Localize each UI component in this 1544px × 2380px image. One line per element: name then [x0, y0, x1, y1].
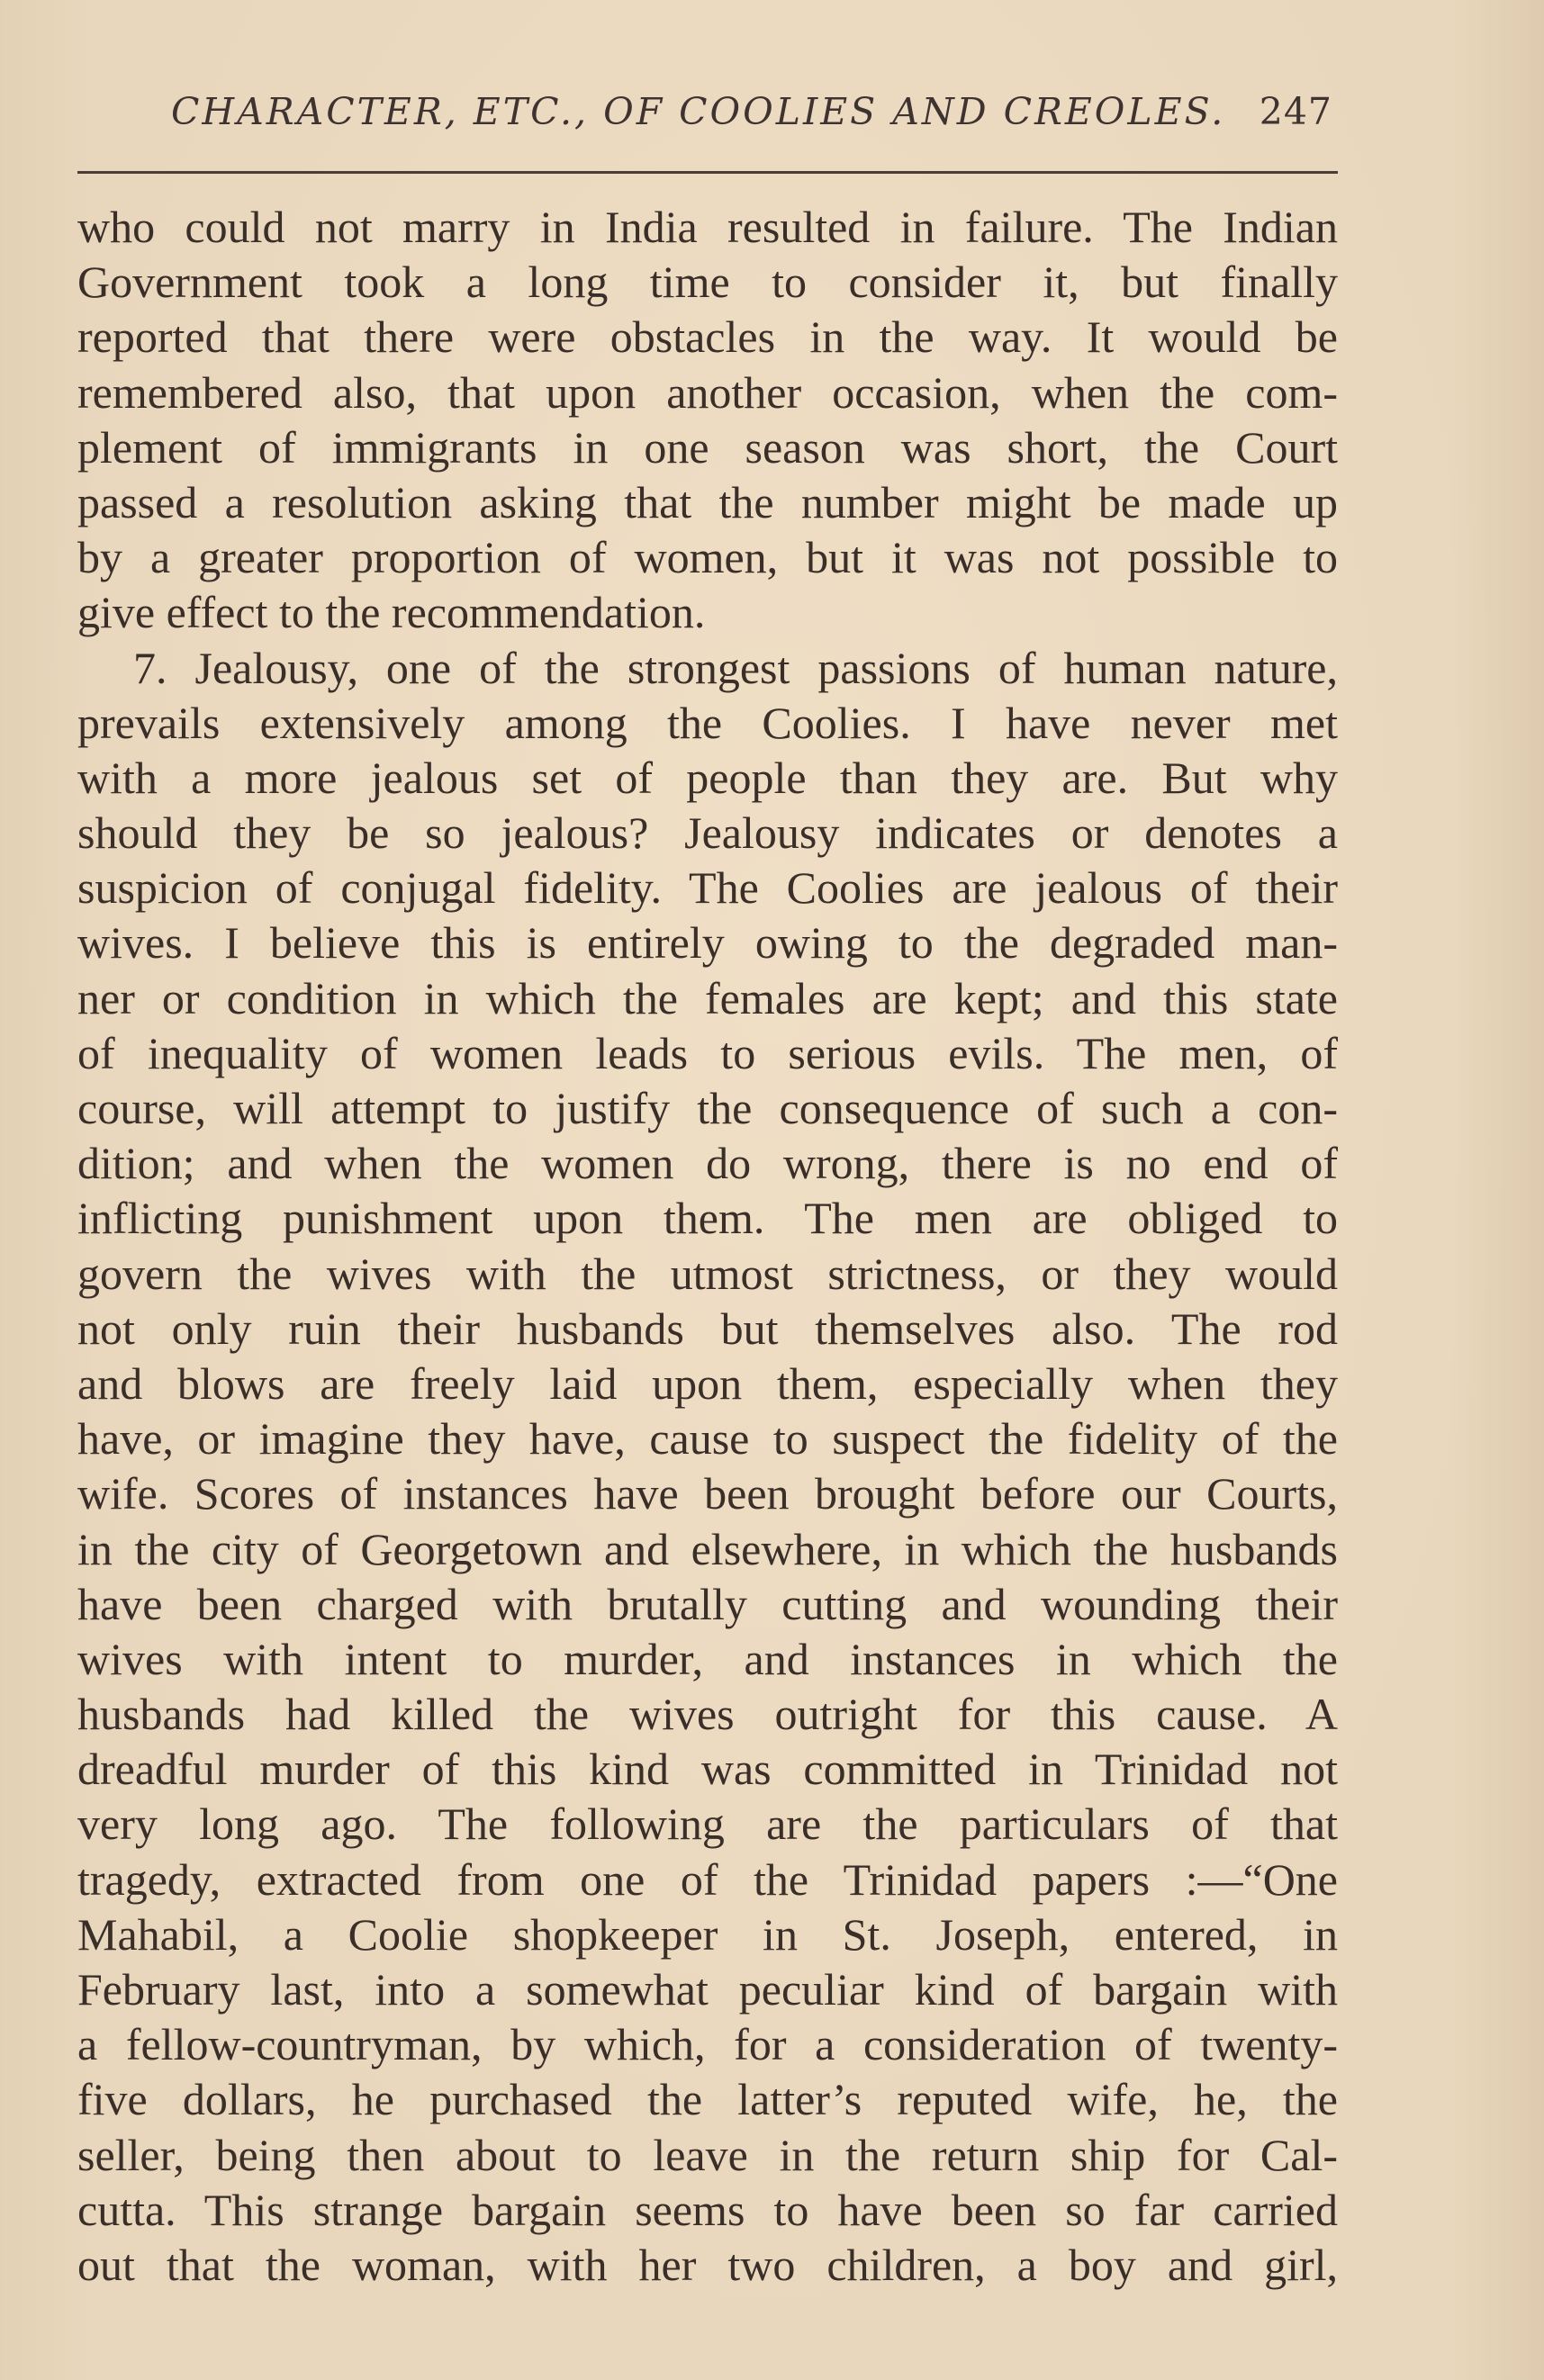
- text-line: cutta. This strange bargain seems to have been so far carried: [77, 2184, 1338, 2235]
- text-line: with a more jealous set of people than they are. But why: [77, 752, 1338, 803]
- text-line: in the city of Georgetown and elsewhere, in which the husbands: [77, 1523, 1338, 1574]
- page-number: 247: [1259, 90, 1332, 133]
- text-line: passed a resolution asking that the number might be made up: [77, 476, 1338, 527]
- text-line: not only ruin their husbands but themselves also. The rod: [77, 1303, 1338, 1354]
- text-line: of inequality of women leads to serious evils. The men, of: [77, 1027, 1338, 1078]
- text-line: course, will attempt to justify the consequence of such a con-: [77, 1083, 1338, 1133]
- text-line: give effect to the recommendation.: [77, 587, 706, 638]
- text-line: and blows are freely laid upon them, especially when they: [77, 1357, 1338, 1409]
- body-text: [77, 200, 1338, 2324]
- text-line: should they be so jealous? Jealousy indicates or denotes a: [77, 807, 1338, 859]
- text-line: who could not marry in India resulted in failure. The Indian: [77, 202, 1338, 252]
- text-line: govern the wives with the utmost strictness, or they would: [77, 1248, 1338, 1299]
- header-rule: [77, 171, 1338, 174]
- text-line: February last, into a somewhat peculiar kind of bargain with: [77, 1964, 1338, 2015]
- text-line: dreadful murder of this kind was committed in Trinidad not: [77, 1744, 1338, 1795]
- running-head: [171, 90, 1332, 153]
- text-line: wives with intent to murder, and instances in which the: [77, 1633, 1338, 1684]
- running-head-title: CHARACTER, ETC., OF COOLIES AND CREOLES.: [171, 90, 1226, 133]
- text-line: have, or imagine they have, cause to suspect the fidelity of the: [77, 1413, 1338, 1465]
- text-line: seller, being then about to leave in the return ship for Cal-: [77, 2129, 1338, 2180]
- paragraph-start-line: 7. Jealousy, one of the strongest passions of human nature,: [133, 642, 1338, 693]
- text-line: reported that there were obstacles in the way. It would be: [77, 311, 1338, 363]
- text-line: a fellow-countryman, by which, for a consideration of twenty-: [77, 2019, 1338, 2070]
- text-line: out that the woman, with her two children, a boy and girl,: [77, 2239, 1338, 2290]
- text-line: five dollars, he purchased the latter’s reputed wife, he, the: [77, 2074, 1338, 2125]
- text-line: dition; and when the women do wrong, there is no end of: [77, 1138, 1338, 1189]
- text-line: prevails extensively among the Coolies. I have never met: [77, 697, 1338, 748]
- text-line: Mahabil, a Coolie shopkeeper in St. Joseph, entered, in: [77, 1908, 1338, 1960]
- text-line: by a greater proportion of women, but it was not possible to: [77, 532, 1338, 583]
- text-line: very long ago. The following are the particulars of that: [77, 1799, 1338, 1850]
- text-line: Government took a long time to consider it, but finally: [77, 257, 1338, 308]
- text-line: ner or condition in which the females are kept; and this state: [77, 972, 1338, 1023]
- text-line: wife. Scores of instances have been brought before our Courts,: [77, 1468, 1338, 1519]
- text-line: suspicion of conjugal fidelity. The Coolies are jealous of their: [77, 862, 1338, 914]
- text-line: wives. I believe this is entirely owing to the degraded man-: [77, 917, 1338, 969]
- text-line: husbands had killed the wives outright for this cause. A: [77, 1689, 1338, 1740]
- text-line: inflicting punishment upon them. The men are obliged to: [77, 1193, 1338, 1244]
- text-line: tragedy, extracted from one of the Trinidad papers :—“One: [77, 1853, 1338, 1905]
- text-line: remembered also, that upon another occasion, when the com-: [77, 366, 1338, 418]
- text-line: have been charged with brutally cutting and wounding their: [77, 1578, 1338, 1629]
- text-line: plement of immigrants in one season was short, the Court: [77, 421, 1338, 473]
